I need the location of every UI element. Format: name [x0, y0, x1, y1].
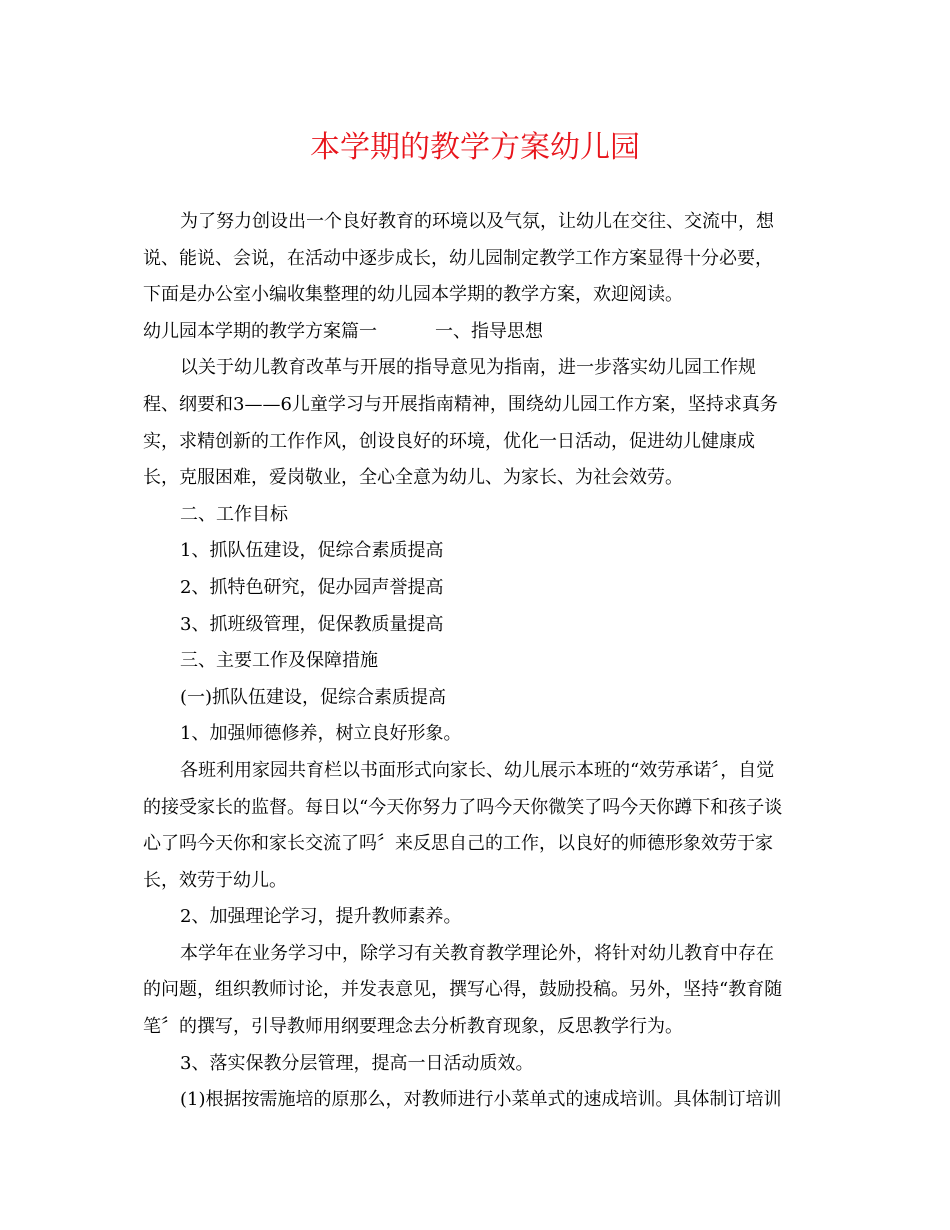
study-line-2: 的问题，组织教师讨论，并发表意见，撰写心得，鼓励投稿。另外，坚持“教育随: [143, 979, 783, 1001]
study-line-1: 本学年在业务学习中，除学习有关教育教学理论外，将针对幼儿教育中存在: [180, 942, 774, 964]
section-heading: 一、指导思想: [435, 320, 543, 342]
sub-heading-1: (一)抓队伍建设，促综合素质提高: [180, 686, 447, 708]
intro-line-2: 说、能说、会说，在活动中逐步成长，幼儿园制定教学工作方案显得十分必要，: [143, 247, 773, 269]
section-heading-line: [143, 314, 804, 351]
ethics-line-2: 的接受家长的监督。每日以“今天你努力了吗今天你微笑了吗今天你蹲下和孩子谈: [143, 796, 783, 818]
ethics-line-3: 心了吗今天你和家长交流了吗〞来反思自己的工作，以良好的师德形象效劳于家: [143, 833, 773, 855]
goals-heading: 二、工作目标: [180, 503, 288, 525]
ethics-line-4: 长，效劳于幼儿。: [143, 869, 287, 891]
ethics-line-1: 各班利用家园共育栏以书面形式向家长、幼儿展示本班的“效劳承诺〞，自觉: [180, 759, 775, 781]
intro-line-3: 下面是办公室小编收集整理的幼儿园本学期的教学方案，欢迎阅读。: [143, 284, 683, 306]
guide-line-3: 实，求精创新的工作作风，创设良好的环境，优化一日活动，促进幼儿健康成: [143, 430, 755, 452]
study-line-3: 笔〞的撰写，引导教师用纲要理念去分析教育现象，反思教学行为。: [143, 1016, 683, 1038]
item-1: 1、加强师德修养，树立良好形象。: [180, 723, 462, 745]
guide-line-2: 程、纲要和3——6儿童学习与开展指南精神，围绕幼儿园工作方案，坚持求真务: [143, 393, 778, 415]
goal-item-1: 1、抓队伍建设，促综合素质提高: [180, 540, 444, 562]
document-body: [143, 204, 804, 1119]
guide-line-1: 以关于幼儿教育改革与开展的指导意见为指南，进一步落实幼儿园工作规: [180, 357, 756, 379]
goal-item-2: 2、抓特色研究，促办园声誉提高: [180, 576, 444, 598]
intro-line-1: 为了努力创设出一个良好教育的环境以及气氛，让幼儿在交往、交流中，想: [180, 211, 774, 232]
training-line-1: (1)根据按需施培的原那么，对教师进行小菜单式的速成培训。具体制订培训: [180, 1089, 782, 1111]
goal-item-3: 3、抓班级管理，促保教质量提高: [180, 613, 444, 635]
measures-heading: 三、主要工作及保障措施: [180, 650, 378, 672]
section-label: 幼儿园本学期的教学方案篇一: [143, 320, 377, 342]
item-3: 3、落实保教分层管理，提高一日活动质效。: [180, 1052, 534, 1074]
guide-line-4: 长，克服困难，爱岗敬业，全心全意为幼儿、为家长、为社会效劳。: [143, 467, 683, 489]
document-title: 本学期的教学方案幼儿园: [310, 130, 640, 165]
item-2: 2、加强理论学习，提升教师素养。: [180, 906, 462, 928]
